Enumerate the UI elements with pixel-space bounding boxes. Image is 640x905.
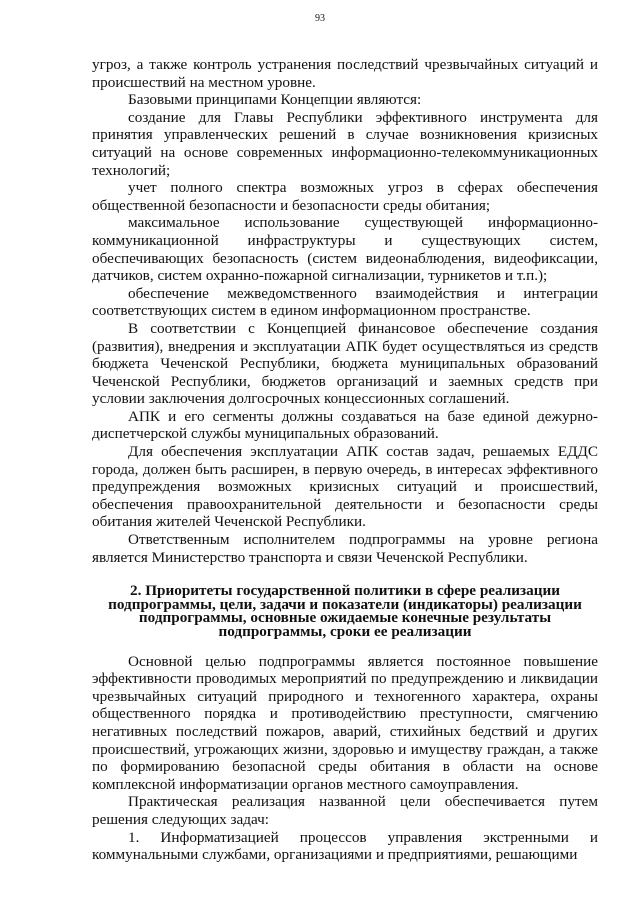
paragraph: создание для Главы Республики эффективного инструмента для принятия управленческих решений в случае возникновения кризисных ситуаций на основе современных информационно-телекоммуникационных технологий; <box>92 108 598 179</box>
section-heading-line: подпрограммы, основные ожидаемые конечные результаты <box>138 609 552 627</box>
page-number: 93 <box>315 13 325 24</box>
paragraph: АПК и его сегменты должны создаваться на базе единой дежурно-диспетчерской службы муниципальных образований. <box>92 407 598 443</box>
paragraph-continuation: угроз, а также контроль устранения последствий чрезвычайных ситуаций и происшествий на местном уровне. <box>92 56 598 91</box>
paragraph: учет полного спектра возможных угроз в сферах обеспечения общественной безопасности и безопасности среды обитания; <box>92 179 598 214</box>
section-heading-line: подпрограммы, цели, задачи и показатели (индикаторы) реализации <box>108 595 582 613</box>
document-body <box>92 56 598 864</box>
paragraph: 1. Информатизацией процессов управления экстренными и коммунальными службами, организациями и предприятиями, решающими <box>92 828 598 864</box>
section-heading-line: подпрограммы, сроки ее реализации <box>218 623 472 640</box>
paragraph: Ответственным исполнителем подпрограммы на уровне региона является Министерство транспорта и связи Чеченской Республики. <box>92 531 598 566</box>
paragraph: Основной целью подпрограммы является постоянное повышение эффективности проводимых мероприятий по предупреждению и ликвидации чрезвычайных ситуаций природного и техногенного характера, охраны общественного порядка и противодействию преступности, смягчению негативных последствий пожаров, аварий, стихийных бедствий и других происшествий, угрожающих жизни, здоровью и имуществу граждан, а также по формированию безопасной среды обитания в области на основе комплексной информатизации органов местного самоуправления. <box>92 652 598 793</box>
section-heading-line: 2. Приоритеты государственной политики в сфере реализации <box>130 582 560 600</box>
paragraph: Базовыми принципами Концепции являются: <box>128 91 422 109</box>
paragraph: В соответствии с Концепцией финансовое обеспечение создания (развития), внедрения и эксплуатации АПК будет осуществляться из средств бюджета Чеченской Республики, бюджета муниципальных образований Чеченской Республики, бюджетов организаций и заемных средств при условии заключения долгосрочных концессионных соглашений. <box>92 319 598 408</box>
section-heading <box>92 584 598 638</box>
paragraph: Для обеспечения эксплуатации АПК состав задач, решаемых ЕДДС города, должен быть расширен, в первую очередь, в интересах эффективного предупреждения возможных кризисных ситуаций и происшествий, обеспечения правоохранительной деятельности и безопасности среды обитания жителей Чеченской Республики. <box>92 443 598 531</box>
paragraph: обеспечение межведомственного взаимодействия и интеграции соответствующих систем в едином информационном пространстве. <box>92 284 598 320</box>
paragraph: Практическая реализация названной цели обеспечивается путем решения следующих задач: <box>92 793 598 828</box>
paragraph: максимальное использование существующей информационно-коммуникационной инфраструктуры и существующих систем, обеспечивающих безопасность (систем видеонаблюдения, видеофиксации, датчиков, систем охранно-пожарной сигнализации, турникетов и т.п.); <box>92 214 598 285</box>
